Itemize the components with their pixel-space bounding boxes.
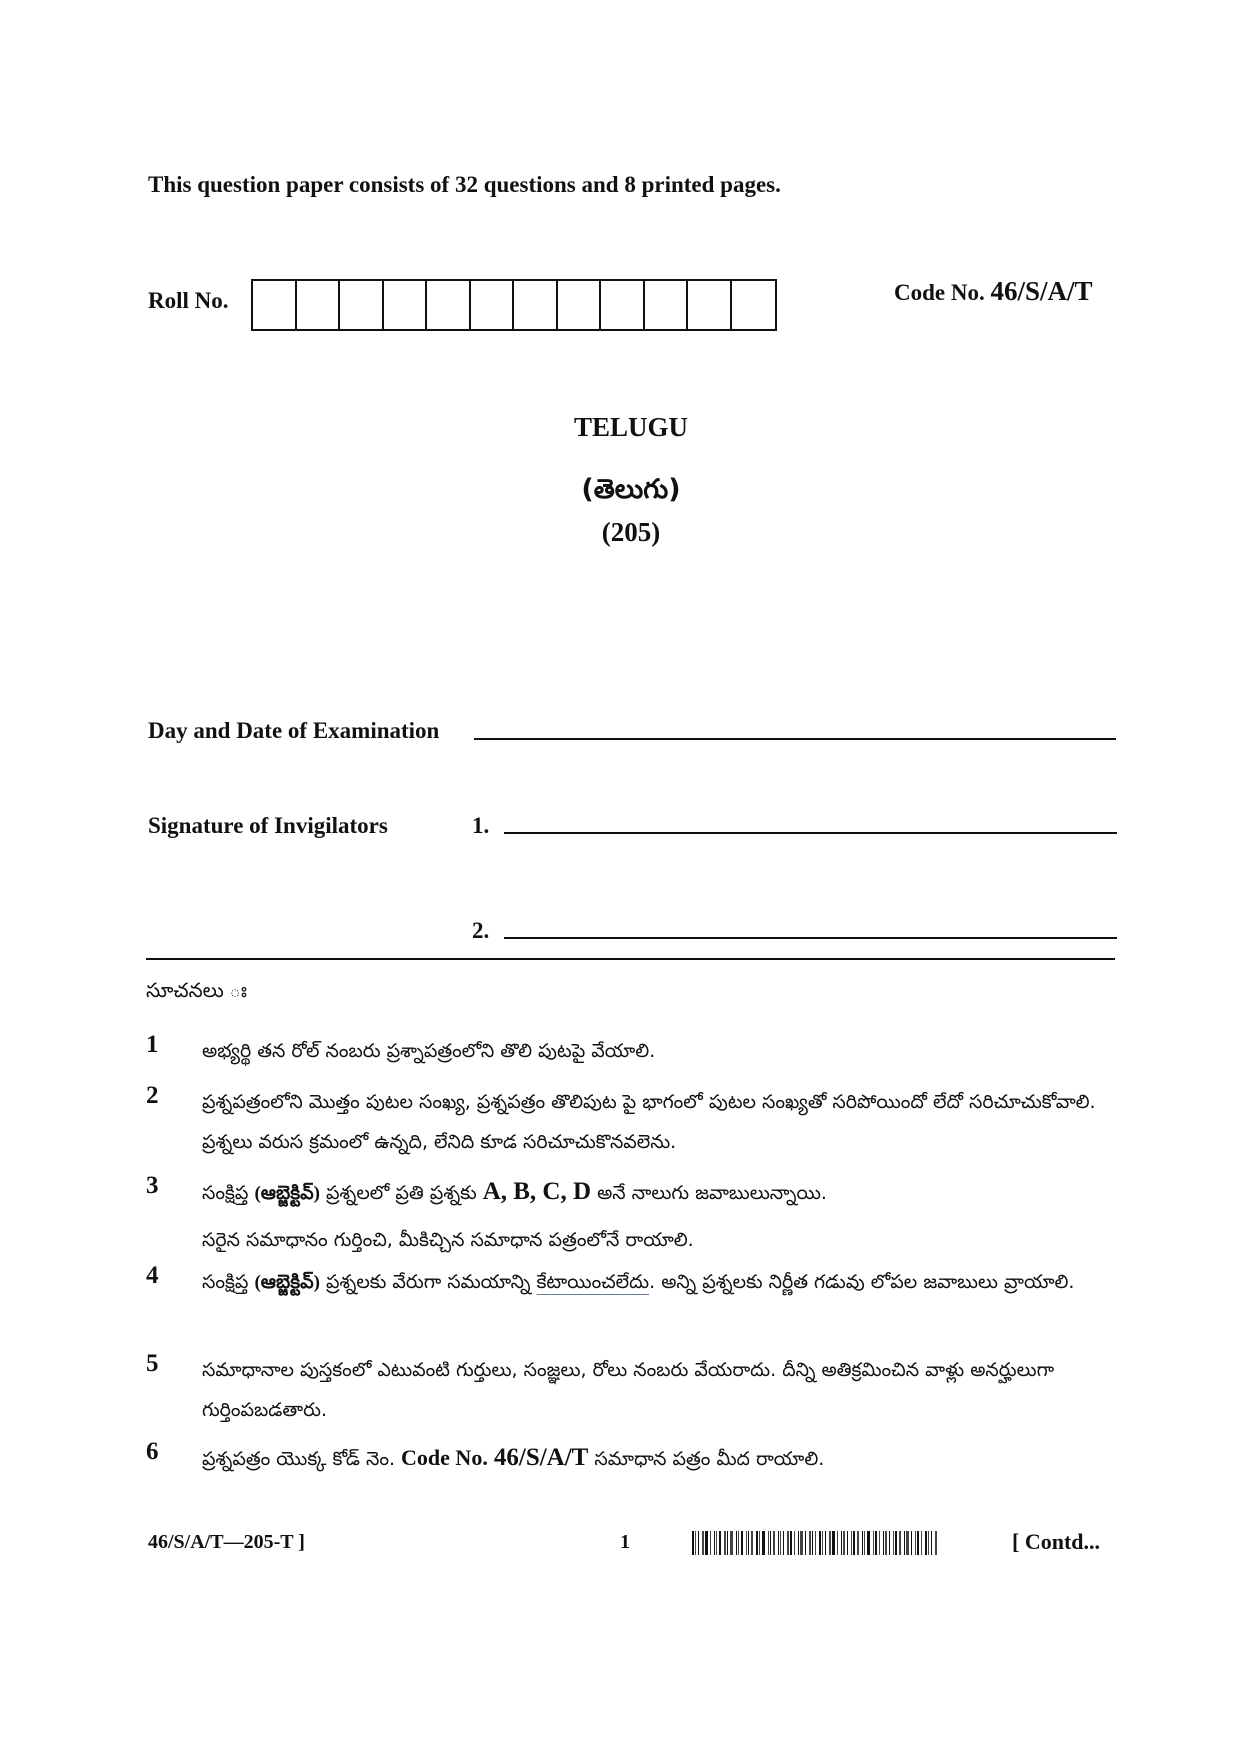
barcode-bar (851, 1531, 852, 1555)
instructions-heading: సూచనలు ః (146, 978, 247, 1002)
barcode-bar (702, 1531, 704, 1555)
barcode-bar (773, 1531, 775, 1555)
barcode-bar (705, 1531, 708, 1555)
barcode-bar (741, 1531, 743, 1555)
barcode-bar (746, 1531, 747, 1555)
instruction-text-part: ప్రశ్నలలో ప్రతి ప్రశ్నకు (319, 1182, 483, 1204)
roll-number-box[interactable] (601, 281, 645, 329)
paper-code: (205) (601, 517, 661, 547)
barcode-bar (822, 1531, 823, 1555)
invigilator-2-signature-line[interactable] (504, 937, 1117, 939)
page-number: 1 (620, 1531, 630, 1553)
roll-number-box[interactable] (340, 281, 384, 329)
instruction-text-part: సంక్షిప్త (202, 1271, 255, 1293)
barcode-bar (841, 1531, 842, 1555)
instruction-item (146, 1031, 1116, 1071)
roll-number-box[interactable] (384, 281, 428, 329)
barcode-bar (885, 1531, 887, 1555)
continued-label: [ Contd... (1012, 1529, 1101, 1554)
barcode-bar (730, 1531, 733, 1555)
barcode-bar (783, 1531, 784, 1555)
invigilator-1-number: 1. (472, 813, 490, 838)
code-number-value: 46/S/A/T (493, 1444, 589, 1471)
barcode-bar (798, 1531, 799, 1555)
barcode-bar (928, 1531, 929, 1555)
roll-number-box[interactable] (558, 281, 602, 329)
barcode-bar (906, 1531, 909, 1555)
instruction-text-part: ప్రశ్నపత్రం యొక్క కోడ్ నెం. (202, 1448, 402, 1470)
barcode-bar (809, 1531, 811, 1555)
barcode-bar (847, 1531, 848, 1555)
barcode-bar (837, 1531, 838, 1555)
barcode-bar (724, 1531, 726, 1555)
roll-number-boxes[interactable] (251, 279, 777, 331)
code-number-label: Code No. (894, 280, 985, 305)
underlined-word: కేటాయించలేదు (536, 1271, 650, 1293)
instruction-text-part: సమాధాన పత్రం మీద రాయాలి. (588, 1448, 825, 1470)
barcode-bar (931, 1531, 932, 1555)
instruction-text-part: అనే నాలుగు జవాబులున్నాయి. (591, 1182, 827, 1204)
subject-title-telugu: (తెలుగు) (581, 474, 681, 505)
instruction-text (202, 1438, 1116, 1479)
barcode-bar (864, 1531, 865, 1555)
barcode-bar (727, 1531, 728, 1555)
barcode-bar (917, 1531, 919, 1555)
barcode-bar (893, 1531, 894, 1555)
barcode-bar (921, 1531, 922, 1555)
barcode-bar (716, 1531, 717, 1555)
barcode-bar (790, 1531, 792, 1555)
instruction-item (146, 1438, 1116, 1479)
instruction-text-line2: సరైన సమాధానం గుర్తించి, మీకిచ్చిన సమాధాన పత్రంలోనే రాయాలి. (202, 1229, 694, 1251)
barcode-bar (719, 1531, 721, 1555)
roll-number-box[interactable] (471, 281, 515, 329)
instruction-text (202, 1262, 1116, 1303)
barcode-bar (862, 1531, 863, 1555)
instruction-item (146, 1262, 1116, 1303)
barcode-bar (873, 1531, 874, 1555)
instruction-text: అభ్యర్థి తన రోల్ నంబరు ప్రశ్నాపత్రంలోని తొలి పుటపై వేయాలి. (202, 1040, 656, 1062)
instruction-text: ప్రశ్నపత్రంలోని మొత్తం పుటల సంఖ్య, ప్రశ్నపత్రం తొలిపుట పై భాగంలో పుటల సంఖ్యతో సరిపోయిందో లేదో సరిచూచుకోవాలి. ప్రశ్నలు వరుస క్రమంలో ఉన్నది, లేనిది కూడ సరిచూచుకొనవలెను. (202, 1091, 1096, 1153)
barcode-bar (751, 1531, 753, 1555)
roll-number-box[interactable] (688, 281, 732, 329)
barcode (692, 1531, 1002, 1555)
roll-number-box[interactable] (514, 281, 558, 329)
barcode-bar (805, 1531, 806, 1555)
instruction-number: 5 (146, 1350, 159, 1377)
roll-number-box[interactable] (732, 281, 776, 329)
objective-label: (ఆబ్జెక్టివ్) (254, 1183, 320, 1204)
instruction-text-part: . అన్ని ప్రశ్నలకు నిర్ణీత గడువు లోపల జవాబులు వ్రాయాలి. (649, 1271, 1075, 1293)
exam-date-label: Day and Date of Examination (148, 718, 440, 743)
roll-number-box[interactable] (427, 281, 471, 329)
barcode-bar (843, 1531, 845, 1555)
barcode-bar (794, 1531, 795, 1555)
barcode-bar (738, 1531, 739, 1555)
barcode-bar (825, 1531, 826, 1555)
instruction-number: 4 (146, 1262, 159, 1289)
barcode-bar (768, 1531, 769, 1555)
instruction-text-part: సంక్షిప్త (202, 1182, 255, 1204)
barcode-bar (829, 1531, 831, 1555)
barcode-bar (911, 1531, 912, 1555)
barcode-bar (710, 1531, 711, 1555)
instruction-number: 2 (146, 1082, 159, 1109)
barcode-bar (895, 1531, 897, 1555)
barcode-bar (899, 1531, 901, 1555)
barcode-bar (925, 1531, 927, 1555)
barcode-bar (759, 1531, 760, 1555)
instruction-number: 3 (146, 1172, 159, 1199)
invigilator-2-number: 2. (472, 918, 490, 943)
barcode-bar (819, 1531, 821, 1555)
barcode-bar (762, 1531, 765, 1555)
instruction-item (146, 1350, 1116, 1430)
barcode-bar (915, 1531, 916, 1555)
barcode-bar (853, 1531, 855, 1555)
instruction-text: సమాధానాల పుస్తకంలో ఎటువంటి గుర్తులు, సంజ్ఞలు, రోలు నంబరు వేయరాదు. దీన్ని అతిక్రమించిన వాళ్లు అనర్హులుగా గుర్తింపబడతారు. (202, 1359, 1055, 1421)
barcode-bar (800, 1531, 803, 1555)
barcode-bar (714, 1531, 715, 1555)
barcode-bar (780, 1531, 781, 1555)
instruction-item (146, 1172, 1116, 1260)
instruction-text (202, 1172, 1116, 1260)
barcode-bar (812, 1531, 813, 1555)
roll-number-box[interactable] (645, 281, 689, 329)
barcode-bar (692, 1531, 694, 1555)
barcode-bar (867, 1531, 870, 1555)
barcode-bar (736, 1531, 737, 1555)
barcode-bar (756, 1531, 758, 1555)
barcode-bar (787, 1531, 789, 1555)
barcode-bar (770, 1531, 771, 1555)
barcode-bar (879, 1531, 880, 1555)
code-number-value: 46/S/A/T (990, 276, 1093, 306)
roll-number-box[interactable] (253, 281, 297, 329)
barcode-bar (695, 1531, 696, 1555)
objective-label: (ఆబ్జెక్టివ్) (254, 1272, 320, 1293)
code-number-label: Code No. (401, 1445, 488, 1470)
barcode-bar (935, 1531, 937, 1555)
question-paper-info: This question paper consists of 32 questions and 8 printed pages. (148, 172, 781, 197)
barcode-bar (832, 1531, 835, 1555)
barcode-bar (883, 1531, 884, 1555)
invigilator-signature-label: Signature of Invigilators (148, 813, 388, 838)
code-number (894, 276, 1093, 307)
barcode-bar (904, 1531, 905, 1555)
section-divider (146, 958, 1115, 960)
barcode-bar (698, 1531, 699, 1555)
instruction-number: 1 (146, 1031, 159, 1058)
instruction-text-part: ప్రశ్నలకు వేరుగా సమయాన్ని (319, 1271, 537, 1293)
exam-date-line[interactable] (474, 738, 1116, 740)
barcode-bar (815, 1531, 816, 1555)
roll-number-box[interactable] (297, 281, 341, 329)
footer-paper-code: 46/S/A/T—205-T ] (148, 1531, 305, 1553)
barcode-bar (857, 1531, 859, 1555)
barcode-bar (889, 1531, 890, 1555)
invigilator-1-signature-line[interactable] (504, 832, 1117, 834)
barcode-bar (875, 1531, 877, 1555)
barcode-bar (748, 1531, 749, 1555)
instruction-number: 6 (146, 1438, 159, 1465)
subject-title: TELUGU (573, 412, 689, 442)
roll-number-label: Roll No. (148, 288, 229, 313)
option-letters: A, B, C, D (482, 1178, 592, 1205)
instruction-item (146, 1082, 1116, 1162)
barcode-bar (778, 1531, 779, 1555)
